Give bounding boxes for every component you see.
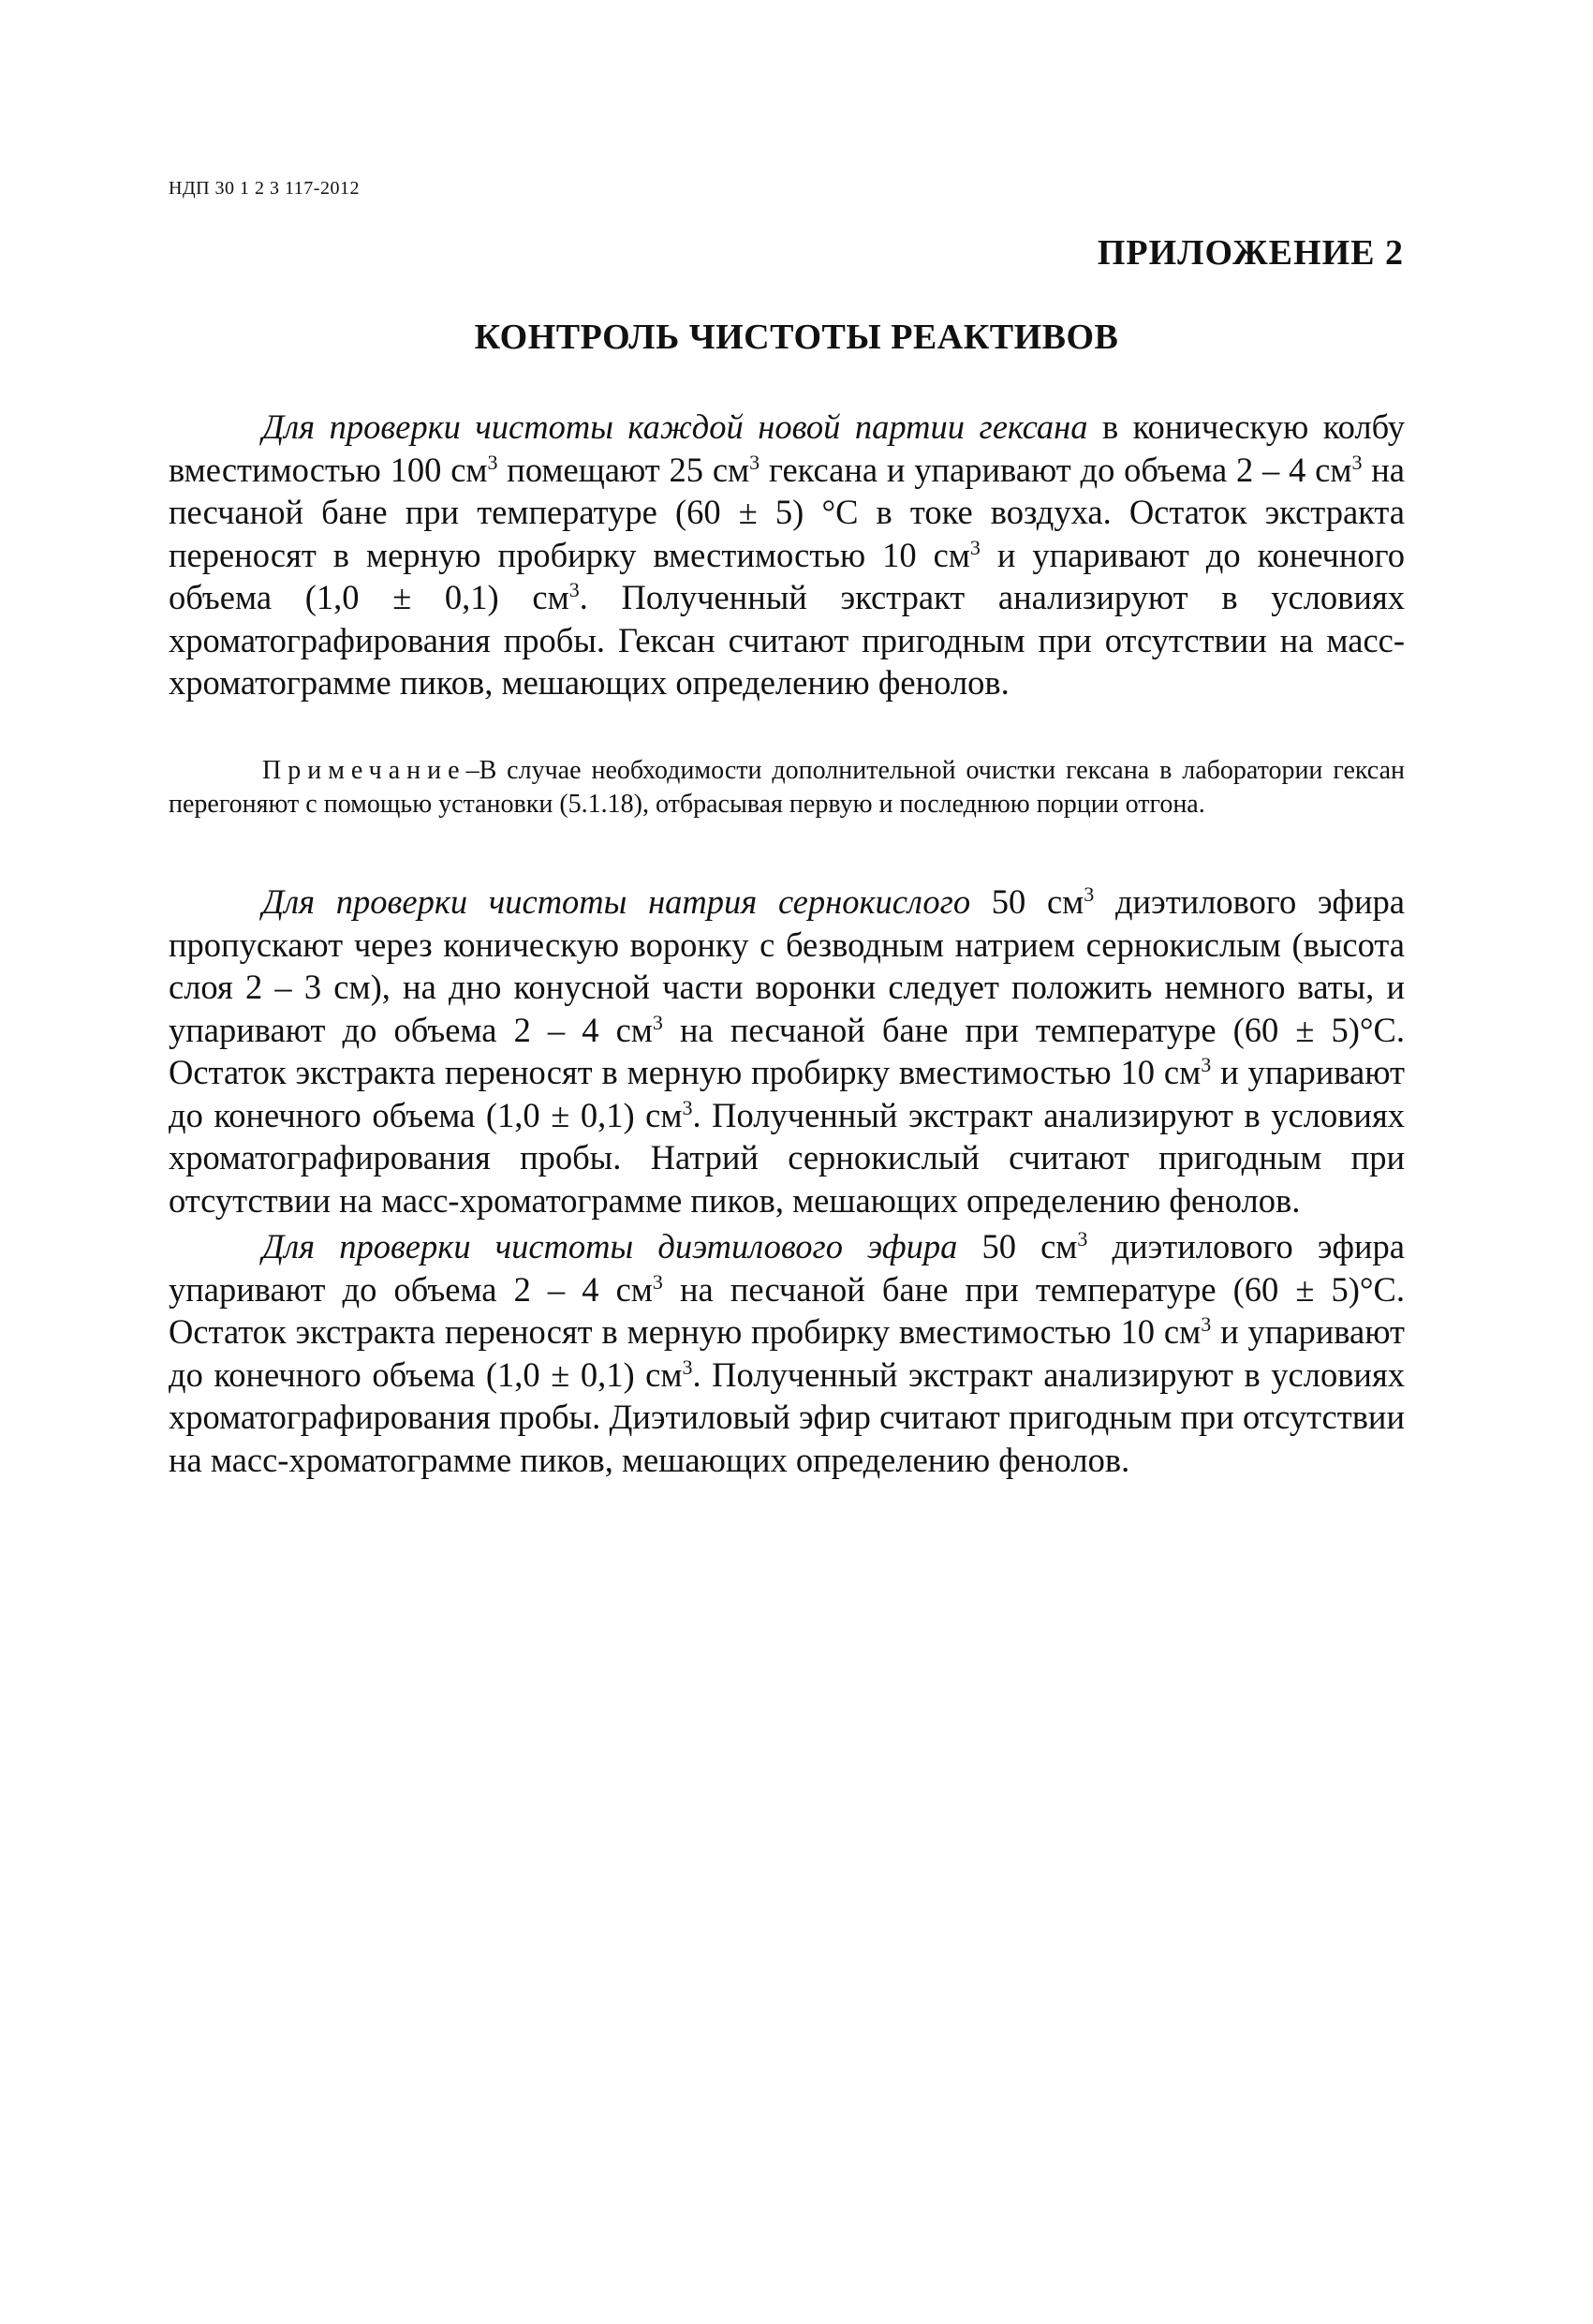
paragraph-text: диэтилового эфира пропускают через коническую воронку с безводным натрием сернокислым (высота слоя 2 – 3 см), на дно конусной части воронки следует положить немного ваты, и упаривают до объема 2 – 4 см <box>169 882 1405 1049</box>
paragraph-text: на песчаной бане при температуре (60 ± 5)°С. Остаток экстракта переносят в мерную пробирку вместимостью 10 см <box>169 1269 1405 1351</box>
superscript: 3 <box>1201 1053 1212 1076</box>
note-label: Примечание <box>262 756 466 785</box>
superscript: 3 <box>487 450 498 474</box>
paragraph-text: диэтилового эфира упаривают до объема 2 – 4 см <box>169 1227 1405 1309</box>
paragraph-text: 50 см <box>970 882 1084 921</box>
note-text: –В случае необходимости дополнительной очистки гексана в лаборатории гексан перегоняют с помощью установки (5.1.18), отбрасывая первую и последнюю порции отгона. <box>169 756 1405 819</box>
superscript: 3 <box>682 1354 693 1379</box>
paragraph-text: на песчаной бане при температуре (60 ± 5)°С. Остаток экстракта переносят в мерную пробирку вместимостью 10 см <box>169 1010 1405 1091</box>
paragraph-text: на песчаной бане при температуре (60 ± 5) °С в токе воздуха. Остаток экстракта переносят в мерную пробирку вместимостью 10 см <box>169 450 1406 574</box>
superscript: 3 <box>568 578 580 601</box>
paragraph-text: и упаривают до конечного объема (1,0 ± 0,1) см <box>169 535 1405 616</box>
superscript: 3 <box>1077 1227 1088 1251</box>
note-block <box>169 754 1405 822</box>
superscript: 3 <box>652 1010 663 1034</box>
superscript: 3 <box>749 450 760 474</box>
paragraph-diethyl-ether <box>169 1225 1405 1481</box>
paragraph-text: . Полученный экстракт анализируют в условиях хроматографирования пробы. Диэтиловый эфир считают пригодным при отсутствии на масс-хроматограмме пиков, мешающих определению фенолов. <box>169 1354 1405 1479</box>
paragraph-text: и упаривают до конечного объема (1,0 ± 0,1) см <box>169 1312 1405 1394</box>
paragraph-text: в коническую колбу вместимостью 100 см <box>169 407 1405 489</box>
superscript: 3 <box>652 1269 663 1294</box>
paragraph-lead: Для проверки чистоты диэтилового эфира <box>262 1227 958 1266</box>
paragraph-lead: Для проверки чистоты каждой новой партии гексана <box>262 407 1088 446</box>
paragraph-text: помещают 25 см <box>497 450 750 489</box>
appendix-label: ПРИЛОЖЕНИЕ 2 <box>1097 233 1404 273</box>
paragraph-text: и упаривают до конечного объема (1,0 ± 0,1) см <box>169 1053 1405 1134</box>
paragraph-text: . Полученный экстракт анализируют в условиях хроматографирования пробы. Гексан считают пригодным при отсутствии на масс-хроматограмме пиков, мешающих определению фенолов. <box>169 578 1405 702</box>
paragraph-sodium-sulfate <box>169 881 1405 1221</box>
paragraph-hexane <box>169 406 1405 704</box>
paragraph-lead: Для проверки чистоты натрия сернокислого <box>262 882 971 921</box>
superscript: 3 <box>1084 882 1095 906</box>
superscript: 3 <box>969 535 981 559</box>
superscript: 3 <box>1351 450 1363 474</box>
document-code: НДП 30 1 2 3 117-2012 <box>169 178 360 199</box>
paragraph-text: 50 см <box>957 1227 1078 1266</box>
superscript: 3 <box>1201 1312 1212 1336</box>
superscript: 3 <box>682 1095 693 1119</box>
paragraph-text: . Полученный экстракт анализируют в условиях хроматографирования пробы. Натрий сернокислый считают пригодным при отсутствии на масс-хроматограмме пиков, мешающих определению фенолов. <box>169 1095 1405 1220</box>
paragraph-text: гексана и упаривают до объема 2 – 4 см <box>760 450 1352 489</box>
page-title: КОНТРОЛЬ ЧИСТОТЫ РЕАКТИВОВ <box>474 318 1119 357</box>
